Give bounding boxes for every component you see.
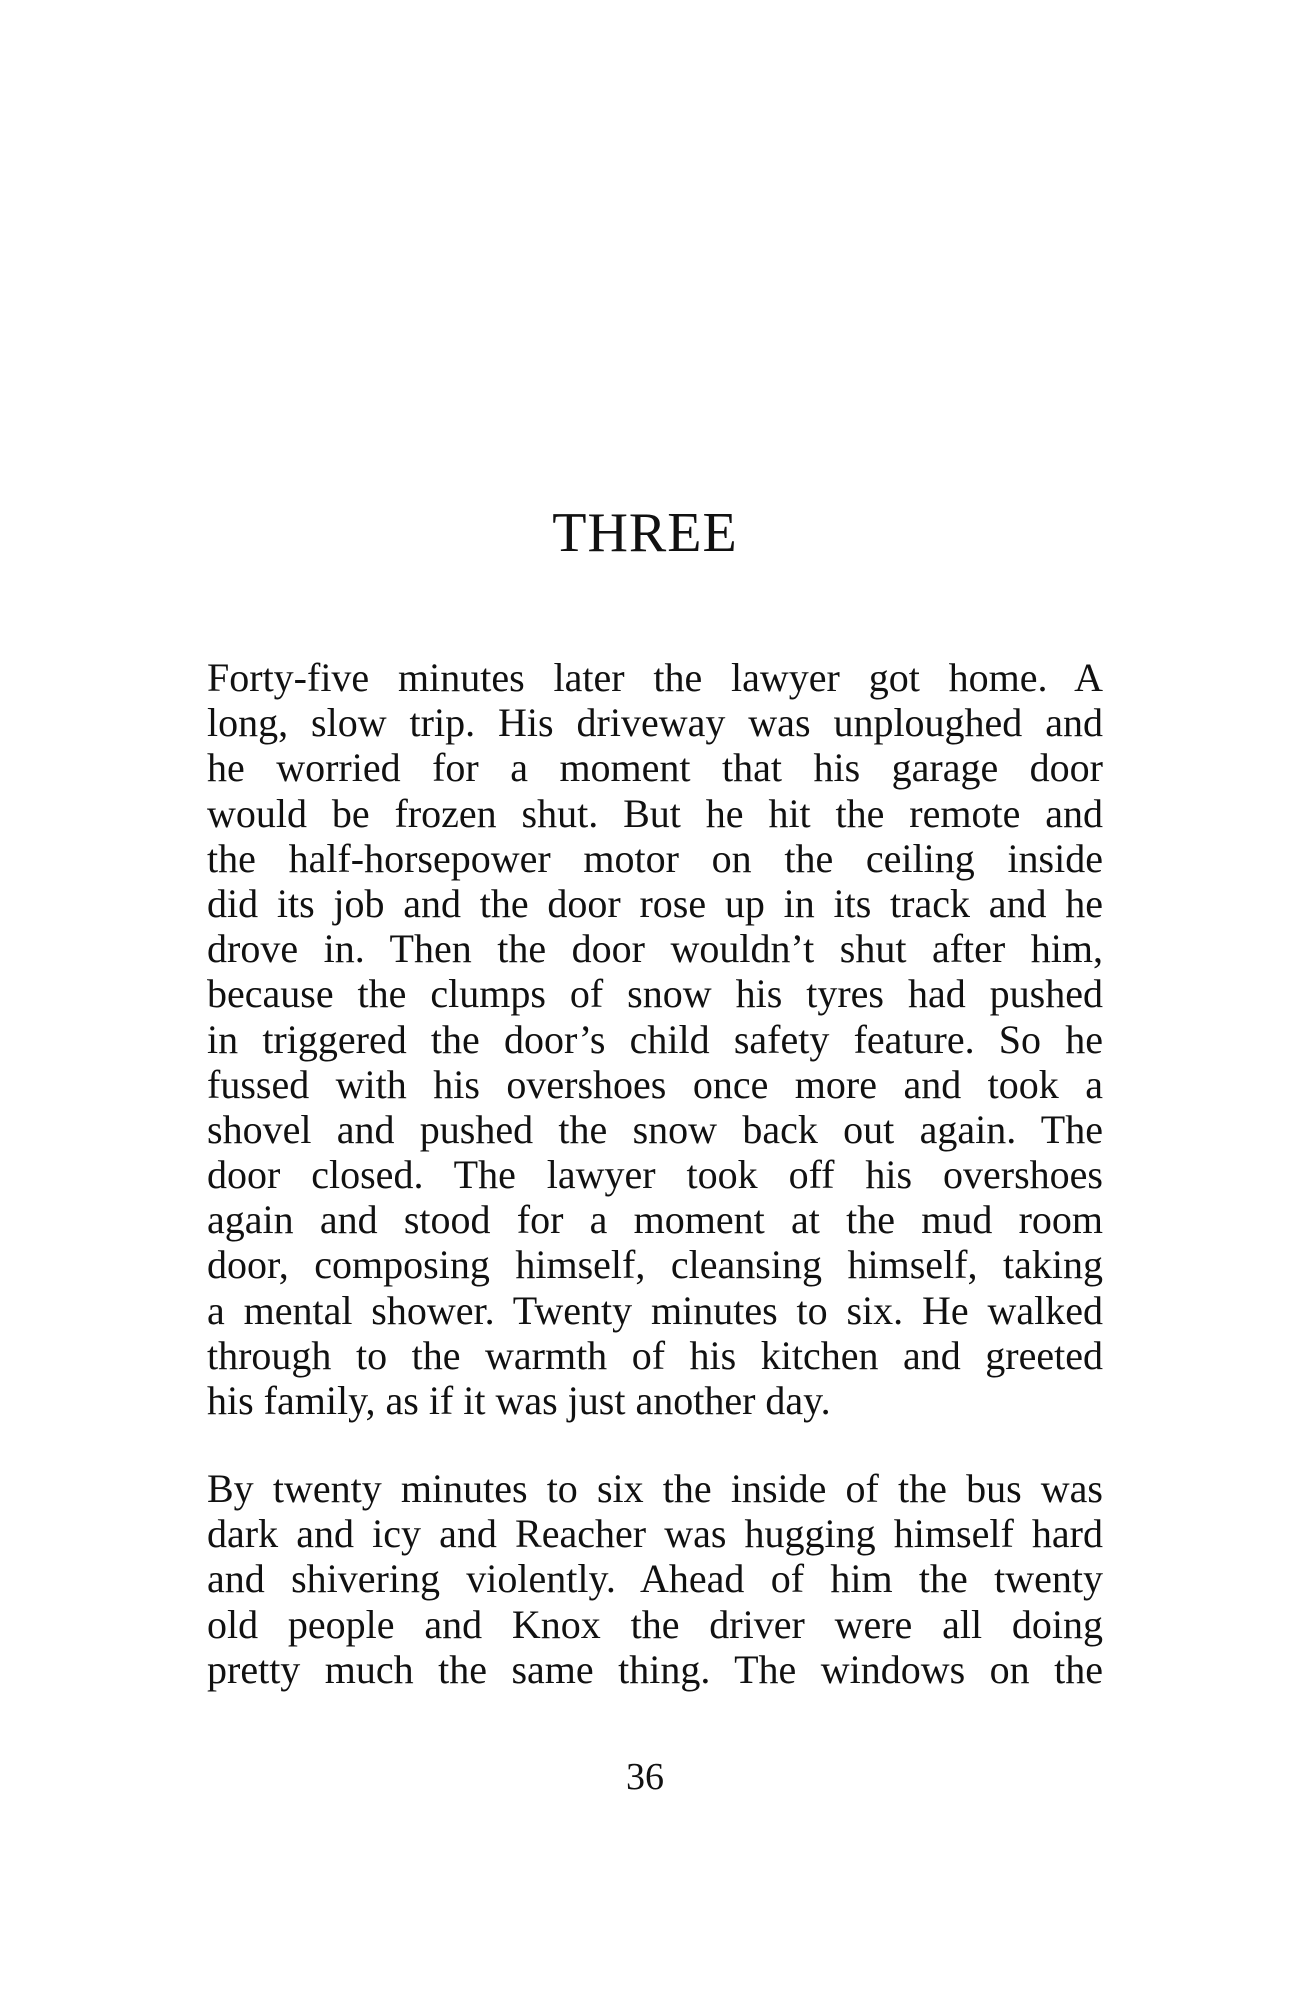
text-line: By twenty minutes to six the inside of the bus was [207, 1466, 1103, 1511]
text-line: he worried for a moment that his garage door [207, 745, 1103, 791]
text-line: through to the warmth of his kitchen and greeted [207, 1332, 1103, 1378]
text-line: a mental shower. Twenty minutes to six. He walked [207, 1287, 1103, 1333]
text-line: because the clumps of snow his tyres had pushed [207, 971, 1103, 1017]
text-line: old people and Knox the driver were all doing [207, 1601, 1103, 1647]
text-line: and shivering violently. Ahead of him the twenty [207, 1556, 1103, 1602]
paragraph-2 [207, 1466, 1103, 1692]
text-line: the half-horsepower motor on the ceiling inside [207, 835, 1103, 881]
paragraph-1 [207, 655, 1103, 1423]
text-line: Forty-five minutes later the lawyer got home. A [207, 655, 1103, 700]
text-line: shovel and pushed the snow back out again. The [207, 1106, 1103, 1152]
text-line: his family, as if it was just another day. [207, 1378, 831, 1423]
text-line: drove in. Then the door wouldn’t shut after him, [207, 926, 1103, 972]
text-line: dark and icy and Reacher was hugging himself hard [207, 1511, 1103, 1557]
text-line: again and stood for a moment at the mud room [207, 1197, 1103, 1243]
text-line: door, composing himself, cleansing himself, taking [207, 1242, 1103, 1288]
text-line: door closed. The lawyer took off his overshoes [207, 1152, 1103, 1198]
text-line: in triggered the door’s child safety feature. So he [207, 1016, 1103, 1062]
text-line: did its job and the door rose up in its track and he [207, 880, 1103, 926]
text-line: long, slow trip. His driveway was unploughed and [207, 700, 1103, 746]
text-line: fussed with his overshoes once more and took a [207, 1061, 1103, 1107]
chapter-title: THREE [552, 502, 738, 564]
text-line: would be frozen shut. But he hit the remote and [207, 790, 1103, 836]
page-number: 36 [626, 1756, 664, 1798]
text-line: pretty much the same thing. The windows on the [207, 1646, 1103, 1692]
